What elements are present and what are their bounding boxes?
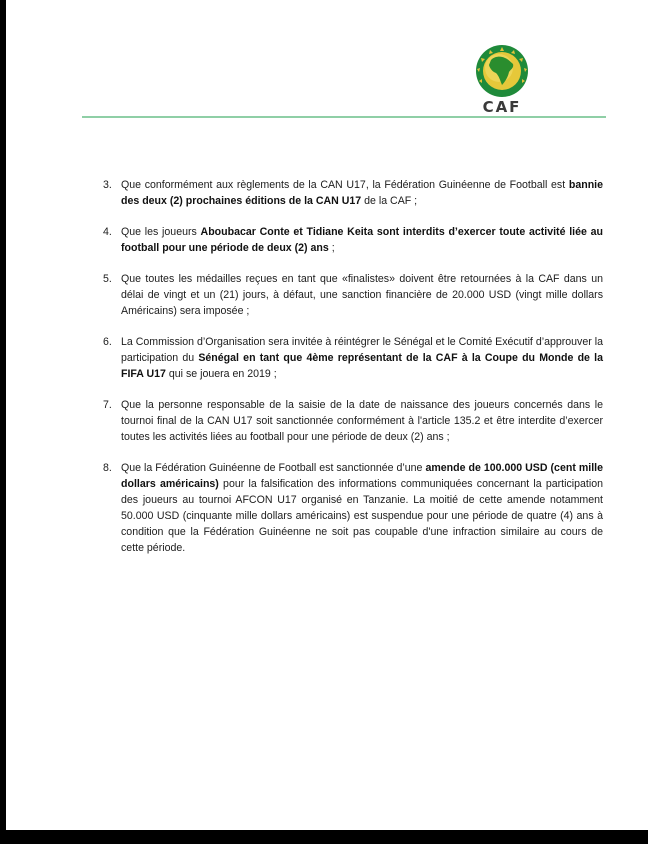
text-segment: ;	[328, 242, 335, 254]
item-number: 3.	[103, 179, 112, 191]
text-segment: Que la Fédération Guinéenne de Football est sanctionnée d’une	[121, 462, 426, 474]
item-text	[121, 224, 603, 256]
logo-wordmark: CAF	[482, 98, 522, 116]
item-number: 8.	[103, 462, 112, 474]
document-page	[6, 0, 648, 830]
item-text	[121, 460, 603, 556]
text-segment: Que conformément aux règlements de la CAN U17, la Fédération Guinéenne de Football est	[121, 179, 569, 191]
text-segment: Que les joueurs	[121, 226, 201, 238]
item-text	[121, 334, 603, 382]
decision-item	[103, 460, 603, 556]
text-segment: pour la falsification des informations communiquées concernant la participation des joueurs au tournoi AFCON U17 organisé en Tanzanie. La moitié de cette amende notamment 50.000 USD (cinquante mille dollars américains) est suspendue pour une période de quatre (4) ans à condition que la Fédération Guinéenne ne soit pas coupable d'une infraction similaire au cours de cette période.	[121, 478, 603, 554]
text-segment: Que toutes les médailles reçues en tant que «finalistes» doivent être retournées à la CAF dans un délai de vingt et un (21) jours, à défaut, une sanction financière de 20.000 USD (vingt mille dollars Américains) sera imposée ;	[121, 273, 603, 317]
bold-text-segment: bannie des deux (2) prochaines éditions de la CAN U17	[121, 179, 603, 207]
bold-text-segment: Aboubacar Conte et Tidiane Keita sont interdits d’exercer toute activité liée au football pour une période de deux (2) ans	[121, 226, 603, 254]
item-text	[121, 177, 603, 209]
text-segment: qui se jouera en 2019 ;	[165, 368, 277, 380]
item-number: 5.	[103, 273, 112, 285]
item-number: 4.	[103, 226, 112, 238]
decision-list	[103, 177, 603, 571]
decision-item	[103, 397, 603, 445]
decision-item	[103, 224, 603, 256]
decision-item	[103, 271, 603, 319]
header-divider	[82, 116, 606, 118]
decision-item	[103, 334, 603, 382]
item-text	[121, 271, 603, 319]
text-segment: La Commission d’Organisation sera invitée à réintégrer le Sénégal et le Comité Exécutif d’approuver la participation du	[121, 336, 603, 364]
text-segment: de la CAF ;	[361, 195, 418, 207]
bold-text-segment: amende de 100.000 USD (cent mille dollars américains)	[121, 462, 603, 490]
item-number: 6.	[103, 336, 112, 348]
caf-logo	[471, 44, 533, 116]
text-segment: Que la personne responsable de la saisie de la date de naissance des joueurs concernés dans le tournoi final de la CAN U17 soit sanctionnée conformément à l'article 135.2 et être interdite d’exercer toutes les activités liées au football pour une période de deux (2) ans ;	[121, 399, 603, 443]
bold-text-segment: Sénégal en tant que 4ème représentant de la CAF à la Coupe du Monde de la FIFA U17	[121, 352, 603, 380]
item-number: 7.	[103, 399, 112, 411]
decision-item	[103, 177, 603, 209]
item-text	[121, 397, 603, 445]
